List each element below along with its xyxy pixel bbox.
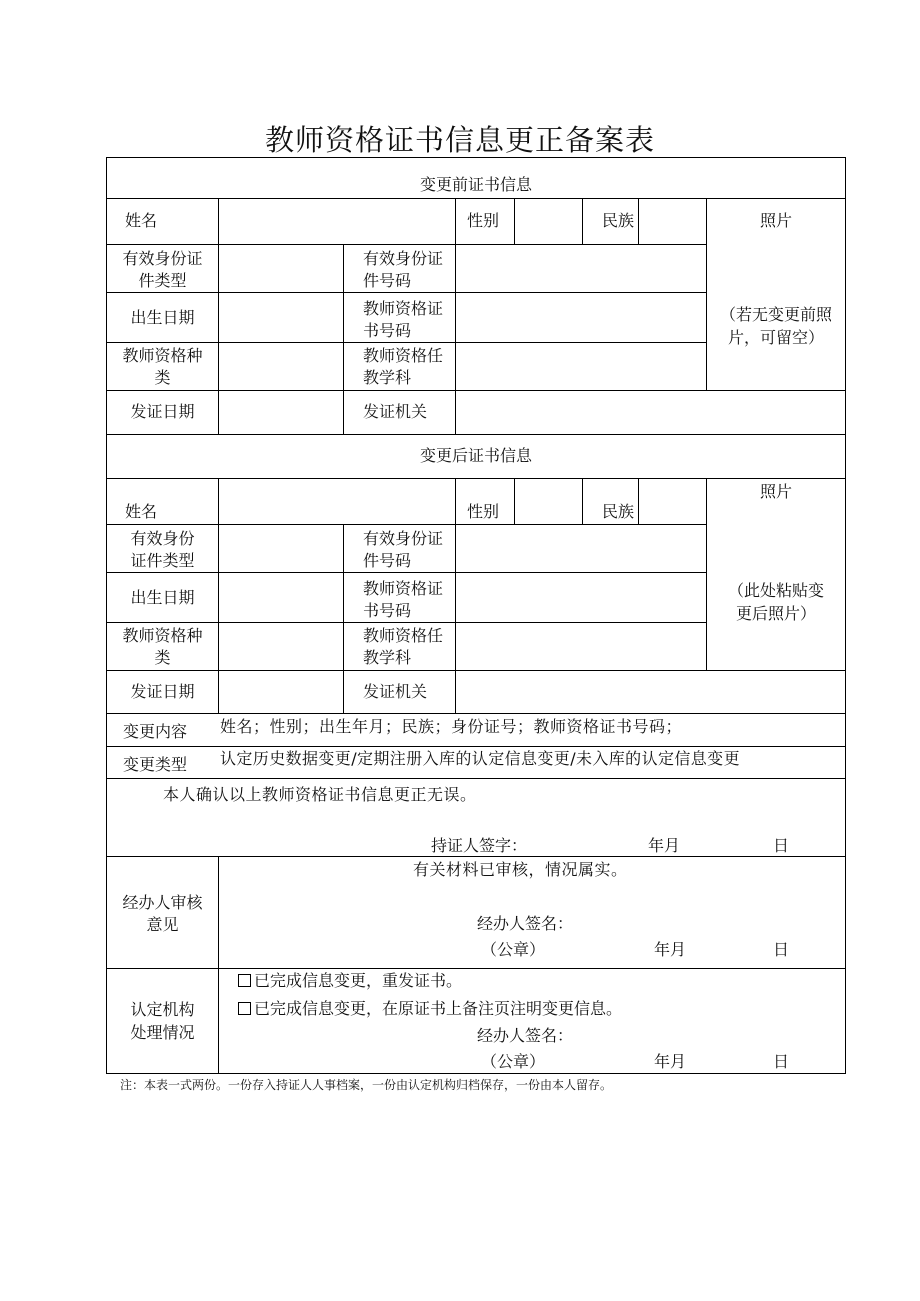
divider xyxy=(706,478,707,670)
before-qual-type-label: 类 xyxy=(154,368,171,387)
before-id-number-label: 件号码 xyxy=(363,271,412,290)
after-id-number-label: 件号码 xyxy=(363,551,412,570)
divider xyxy=(638,198,639,244)
processing-signature-label: 经办人签名： xyxy=(477,1026,574,1045)
before-name-label: 姓名 xyxy=(125,211,158,230)
after-cert-number-label: 教师资格证 xyxy=(363,579,444,598)
divider xyxy=(107,572,706,573)
processing-label: 处理情况 xyxy=(130,1023,195,1042)
divider xyxy=(107,244,706,245)
after-id-type-label: 有效身份 xyxy=(130,529,195,548)
before-subject-label: 教师资格任 xyxy=(363,346,444,365)
divider xyxy=(107,292,706,293)
before-birth-label: 出生日期 xyxy=(130,308,195,327)
footnote: 注：本表一式两份。一份存入持证人人事档案，一份由认定机构归档保存，一份由本人留存。 xyxy=(120,1078,613,1092)
review-seal: （公章） xyxy=(481,940,546,959)
processing-label: 认定机构 xyxy=(130,1000,195,1019)
before-photo-label: 照片 xyxy=(759,211,792,230)
divider xyxy=(107,434,845,435)
after-cert-number-label: 书号码 xyxy=(363,601,412,620)
after-ethnicity-label: 民族 xyxy=(602,502,635,521)
after-subject-label: 教师资格任 xyxy=(363,626,444,645)
review-signature-label: 经办人签名： xyxy=(477,914,574,933)
after-birth-label: 出生日期 xyxy=(130,588,195,607)
after-id-type-label: 证件类型 xyxy=(130,551,195,570)
after-id-number-label: 有效身份证 xyxy=(363,529,444,548)
divider xyxy=(582,198,583,244)
before-issue-date-label: 发证日期 xyxy=(130,402,195,421)
after-photo-note: 更后照片） xyxy=(735,604,816,623)
confirmation-text: 本人确认以上教师资格证书信息更正无误。 xyxy=(163,785,477,804)
after-issuer-label: 发证机关 xyxy=(363,682,428,701)
processing-option-annotate[interactable] xyxy=(238,998,622,1020)
before-photo-note: 片，可留空） xyxy=(727,328,824,347)
change-content-value: 姓名；性别；出生年月；民族；身份证号；教师资格证书号码； xyxy=(220,717,683,736)
before-ethnicity-label: 民族 xyxy=(602,211,635,230)
after-name-label: 姓名 xyxy=(125,502,158,521)
divider xyxy=(514,478,515,524)
after-qual-type-label: 教师资格种 xyxy=(122,626,203,645)
before-cert-number-label: 书号码 xyxy=(363,321,412,340)
review-text: 有关材料已审核，情况属实。 xyxy=(413,860,628,879)
divider xyxy=(582,478,583,524)
after-issue-date-label: 发证日期 xyxy=(130,682,195,701)
divider xyxy=(107,713,845,714)
review-label: 经办人审核 xyxy=(122,893,203,912)
review-label: 意见 xyxy=(146,915,179,934)
processing-option-annotate-label: 已完成信息变更，在原证书上备注页注明变更信息。 xyxy=(254,999,623,1018)
before-issuer-label: 发证机关 xyxy=(363,402,428,421)
processing-day: 日 xyxy=(773,1052,790,1071)
record-form xyxy=(106,157,846,1074)
divider xyxy=(107,778,845,779)
before-id-type-label: 有效身份证 xyxy=(122,249,203,268)
processing-option-reissue-label: 已完成信息变更，重发证书。 xyxy=(254,971,463,990)
processing-year-month: 年月 xyxy=(654,1052,687,1071)
change-type-label: 变更类型 xyxy=(123,755,188,774)
after-section-header: 变更后证书信息 xyxy=(419,446,532,465)
confirmation-year-month: 年月 xyxy=(648,836,681,855)
before-section-header: 变更前证书信息 xyxy=(419,175,532,194)
confirmation-day: 日 xyxy=(773,836,790,855)
before-photo-note: （若无变更前照 xyxy=(719,305,832,324)
divider xyxy=(218,856,219,1073)
processing-option-reissue[interactable] xyxy=(238,970,462,992)
holder-signature-label: 持证人签字： xyxy=(431,836,528,855)
after-photo-note: （此处粘贴变 xyxy=(727,581,824,600)
before-id-number-label: 有效身份证 xyxy=(363,249,444,268)
before-qual-type-label: 教师资格种 xyxy=(122,346,203,365)
before-gender-label: 性别 xyxy=(467,211,500,230)
processing-seal: （公章） xyxy=(481,1052,546,1071)
after-gender-label: 性别 xyxy=(467,502,500,521)
divider xyxy=(107,524,706,525)
divider xyxy=(343,524,344,713)
divider xyxy=(218,198,219,434)
checkbox-icon[interactable] xyxy=(238,974,251,987)
review-day: 日 xyxy=(773,940,790,959)
page-title: 教师资格证书信息更正备案表 xyxy=(264,123,655,157)
checkbox-icon[interactable] xyxy=(238,1002,251,1015)
divider xyxy=(107,342,706,343)
before-id-type-label: 件类型 xyxy=(138,271,187,290)
before-subject-label: 教学科 xyxy=(363,368,412,387)
divider xyxy=(107,746,845,747)
after-photo-label: 照片 xyxy=(759,482,792,501)
after-subject-label: 教学科 xyxy=(363,648,412,667)
divider xyxy=(638,478,639,524)
change-type-value: 认定历史数据变更/定期注册入库的认定信息变更/未入库的认定信息变更 xyxy=(220,749,740,768)
divider xyxy=(218,478,219,713)
divider xyxy=(455,478,456,713)
after-qual-type-label: 类 xyxy=(154,648,171,667)
before-cert-number-label: 教师资格证 xyxy=(363,299,444,318)
divider xyxy=(343,244,344,434)
change-content-label: 变更内容 xyxy=(123,722,188,741)
review-year-month: 年月 xyxy=(654,940,687,959)
divider xyxy=(107,622,706,623)
divider xyxy=(455,198,456,434)
divider xyxy=(514,198,515,244)
